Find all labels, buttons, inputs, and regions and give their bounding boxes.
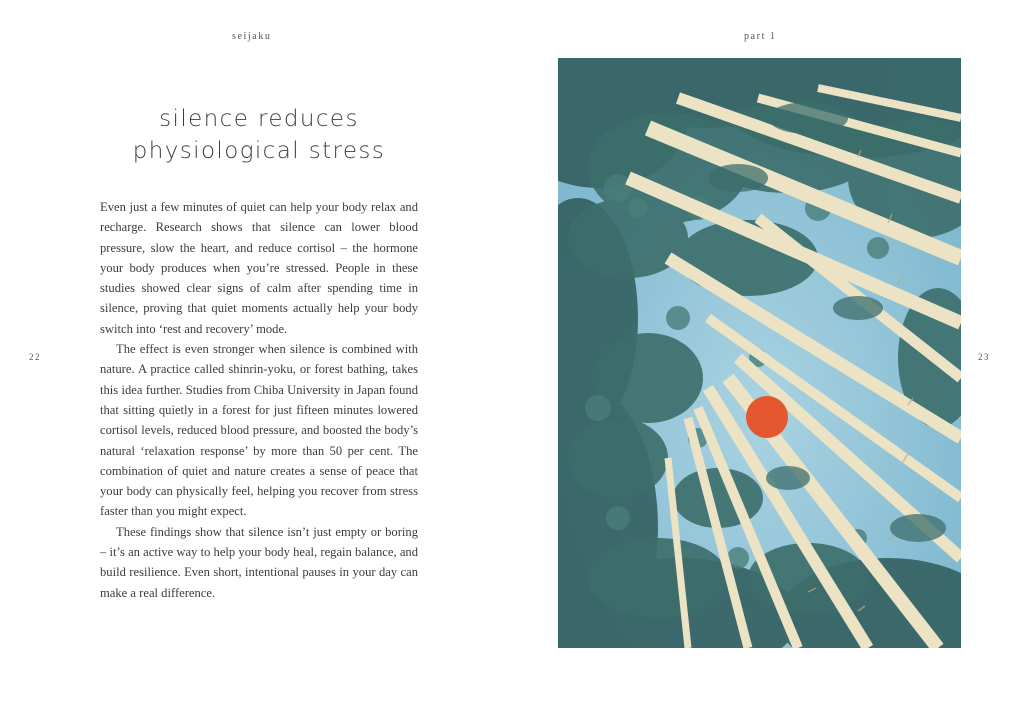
body-text — [100, 197, 418, 603]
running-head-right: part 1 — [744, 31, 777, 42]
chapter-title-line-2: physiological stress — [132, 138, 386, 164]
bamboo-forest-art — [558, 58, 961, 648]
paragraph-1: Even just a few minutes of quiet can help your body relax and recharge. Research shows that silence can lower blood pressure, slow the heart, and reduce cortisol – the hormone your body produces when you’re stressed. People in these studies showed clear signs of calm after spending time in silence, proving that quiet moments actually help your body switch into ‘rest and recovery’ mode. — [100, 200, 418, 336]
paragraph-2: The effect is even stronger when silence is combined with nature. A practice called shinrin-yoku, or forest bathing, takes this idea further. Studies from Chiba University in Japan found that sitting quietly in a forest for just fifteen minutes lowered cortisol levels, reduced blood pressure, and boosted the body’s natural ‘relaxation response’ by more than 50 per cent. The combination of quiet and nature creates a sense of peace that your body can physically feel, helping you recover from stress faster than you might expect. — [100, 342, 418, 519]
paragraph-3: These findings show that silence isn’t just empty or boring – it’s an active way to help your body heal, regain balance, and build resilience. Even short, intentional pauses in your day can make a real difference. — [100, 524, 418, 600]
running-head-left: seijaku — [232, 31, 272, 42]
red-sun — [746, 396, 788, 438]
chapter-title — [100, 103, 418, 167]
page-number-left: 22 — [29, 352, 41, 362]
bamboo-forest-illustration — [558, 58, 961, 648]
chapter-title-line-1: silence reduces — [159, 106, 359, 132]
page-number-right: 23 — [978, 352, 990, 362]
